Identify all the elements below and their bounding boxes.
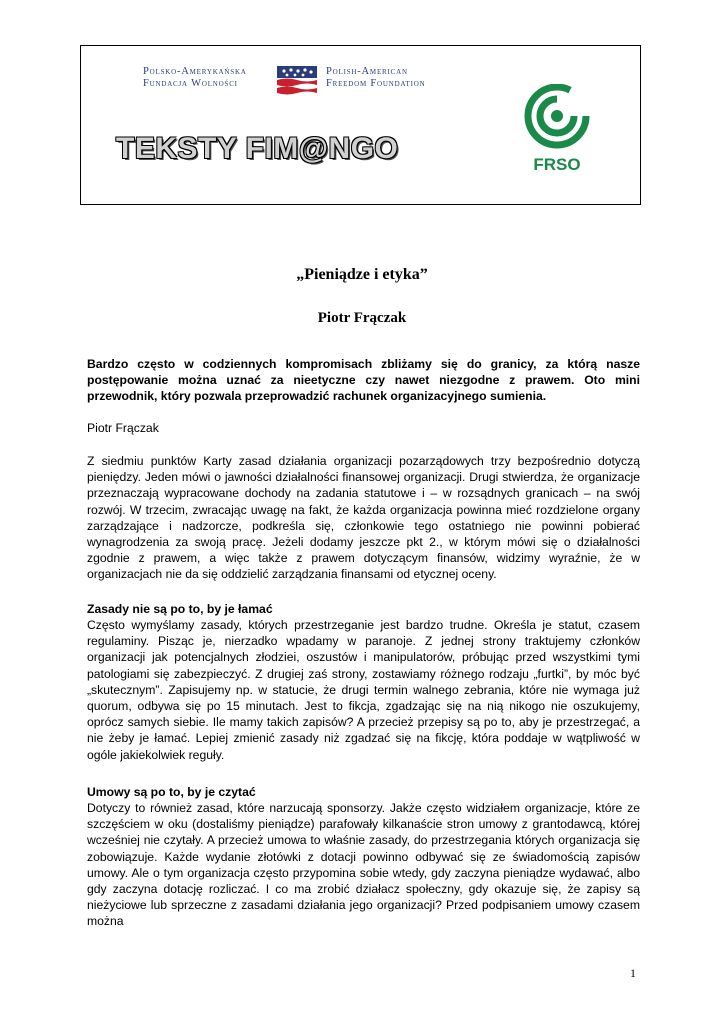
pafw-logo-polish — [143, 66, 247, 90]
page-number: 1 — [630, 966, 636, 980]
section-heading-1: Zasady nie są po to, by je łamać — [87, 602, 273, 616]
section-text-1: Często wymyślamy zasady, których przestrzeganie jest bardzo trudne. Określa je statut, czasem regulaminy. Pisząc je, nierzadko wpadamy w paranoje. Z jednej strony traktujemy członków organizacji jak potencjalnych złodziei, oszustów i manipulatorów, próbując przed wszystkimi tymi patologiami się zabezpieczyć. Z drugiej zaś strony, zostawiamy różnego rodzaju „furtki”, by móc być „skutecznym”. Zapisujemy np. w statucie, że drugi termin walnego zebrania, które nie wymaga już quorum, odbywa się po 15 minutach. Jest to fikcja, zgadzając się na nią nikogo nie oszukujemy, oprócz samych siebie. Ile mamy takich zapisów? A przecież przepisy są po to, aby je przestrzegać, a nie żeby je łamać. Lepiej zmienić zasady niż zgadzać się na fikcję, która poddaje w wątpliwość w ogóle jakiekolwiek reguły. — [87, 618, 640, 762]
section-heading-2: Umowy są po to, by je czytać — [87, 785, 256, 799]
logo-left-line2: Fundacja Wolności — [143, 78, 238, 89]
series-title: TEKSTY FIM@NGO — [116, 132, 399, 165]
header-box — [80, 45, 641, 205]
pafw-logo-english — [326, 66, 425, 90]
pafw-flag-icon — [275, 64, 319, 98]
section-text-2: Dotyczy to również zasad, które narzucają sponsorzy. Jakże często widziałem organizacje, które ze szczęściem w oku (dostaliśmy pieniądze) parafowały kilkanaście stron umowy z grantodawcą, której wcześniej nie czytały. A przecież umowa to właśnie zasady, do przestrzegania których organizacja się zobowiązuje. Każde wydanie złotówki z dotacji powinno odbywać się ze świadomością zapisów umowy. Ale o tym organizacja często przypomina sobie wtedy, gdy zaczyna pieniądze wydawać, albo gdy zaczyna dotację rozliczać. I co ma zrobić działacz społeczny, gdy okazuje się, że zapisy są nieżyciowe lub sprzeczne z zasadami działania jego organizacji? Przed podpisaniem umowy czasem można — [87, 801, 640, 929]
paragraph-1: Z siedmiu punktów Karty zasad działania organizacji pozarządowych trzy bezpośrednio dotyczą pieniędzy. Jeden mówi o jawności działalności finansowej organizacji. Drugi stwierdza, że organizacje przeznaczają wypracowane dochody na zadania statutowe i – w rozsądnych granicach – na swój rozwój. W trzecim, zwracając uwagę na fakt, że każda organizacja powinna mieć rozdzielone organy zarządzające i nadzorcze, podkreśla się, członkowie tego ostatniego nie powinni pobierać wynagrodzenia za swoją pracę. Jeżeli dodamy jeszcze pkt 2., w którym mówi się o działalności zgodnie z prawem, a więc także z prawem dotyczącym finansów, widzimy wyraźnie, że w organizacjach nie da się oddzielić zarządzania finansami od etycznej oceny. — [87, 454, 640, 582]
logo-right-line1: Polish-American — [326, 66, 408, 77]
logo-right-line2: Freedom Foundation — [326, 78, 426, 89]
frso-logo-icon — [517, 84, 597, 174]
frso-label: FRSO — [533, 155, 581, 174]
lead-paragraph: Bardzo często w codziennych kompromisach zbliżamy się do granicy, za którą nasze postępowanie można uznać za nieetyczne czy nawet niezgodne z prawem. Oto mini przewodnik, który pozwala przeprowadzić rachunek organizacyjnego sumienia. — [87, 357, 640, 404]
document-author: Piotr Frączak — [317, 310, 407, 326]
document-title: „Pieniądze i etyka” — [296, 266, 428, 283]
byline: Piotr Frączak — [87, 421, 159, 435]
logo-left-line1: Polsko-Amerykańska — [143, 66, 247, 77]
